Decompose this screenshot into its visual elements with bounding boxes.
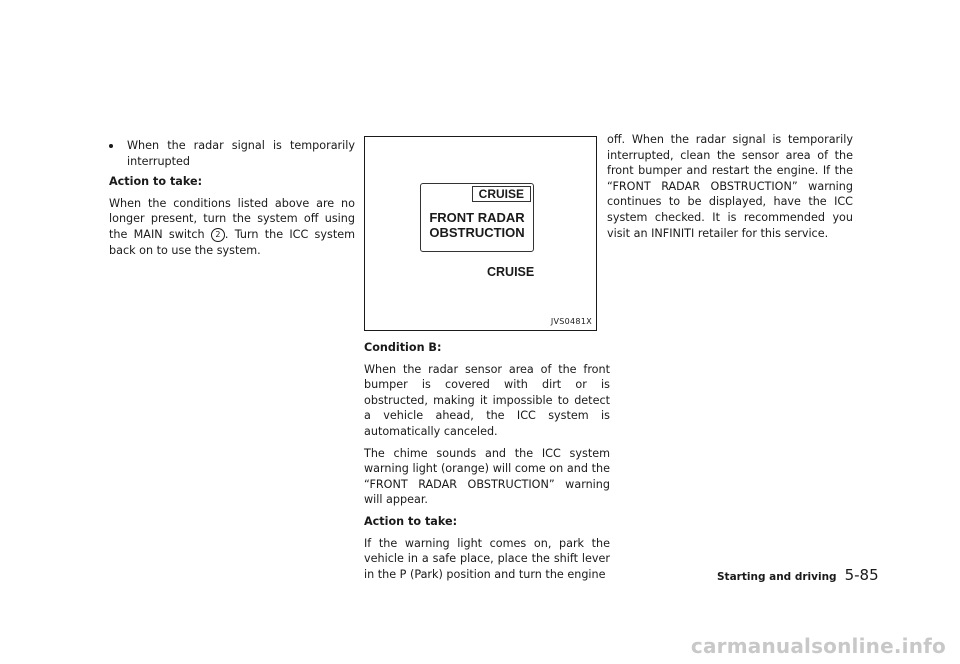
display-panel — [420, 183, 534, 252]
circled-number-2: 2 — [211, 228, 225, 242]
page-footer — [717, 566, 879, 584]
cruise-display-figure — [364, 136, 597, 331]
paragraph: When the radar sensor area of the front bumper is covered with dirt or is obstructed, making it impossible to detect a vehicle ahead, the ICC system is automatically canceled. — [364, 362, 610, 438]
text-column-2 — [364, 340, 610, 588]
cruise-indicator: CRUISE — [472, 186, 531, 202]
condition-heading: Condition B: — [364, 341, 442, 354]
warning-message — [421, 210, 533, 240]
action-heading: Action to take: — [364, 514, 458, 528]
figure-code: JVS0481X — [550, 317, 592, 326]
paragraph: The chime sounds and the ICC system warning light (orange) will come on and the “FRONT RADAR OBSTRUCTION” warning will appear. — [364, 446, 610, 507]
watermark: carmanualsonline.info — [690, 634, 946, 658]
paragraph-text: . Turn the ICC system back on to use the system. — [109, 227, 355, 257]
page-number: 5-85 — [844, 566, 879, 584]
warning-line-2: OBSTRUCTION — [429, 225, 525, 240]
bullet-item — [109, 138, 355, 169]
text-column-3 — [607, 132, 853, 247]
footer-section-title: Starting and driving — [717, 571, 837, 583]
paragraph: If the warning light comes on, park the vehicle in a safe place, place the shift lever in the P (Park) position and turn the engine — [364, 536, 610, 581]
bullet-dot — [109, 144, 113, 148]
text-column-1 — [109, 132, 355, 264]
bullet-text: When the radar signal is temporarily interrupted — [127, 139, 355, 168]
paragraph — [109, 196, 355, 258]
warning-line-1: FRONT RADAR — [429, 210, 525, 225]
paragraph: off. When the radar signal is temporarily interrupted, clean the sensor area of the front bumper and restart the engine. If the “FRONT RADAR OBSTRUCTION” warning continues to be displayed, have the ICC system checked. It is recommended you visit an INFINITI retailer for this service. — [607, 133, 853, 240]
action-heading: Action to take: — [109, 175, 203, 189]
paragraph-text: When the conditions listed above are no longer present, turn the system off using the MAIN switch — [109, 196, 355, 241]
cruise-label: CRUISE — [487, 265, 535, 279]
